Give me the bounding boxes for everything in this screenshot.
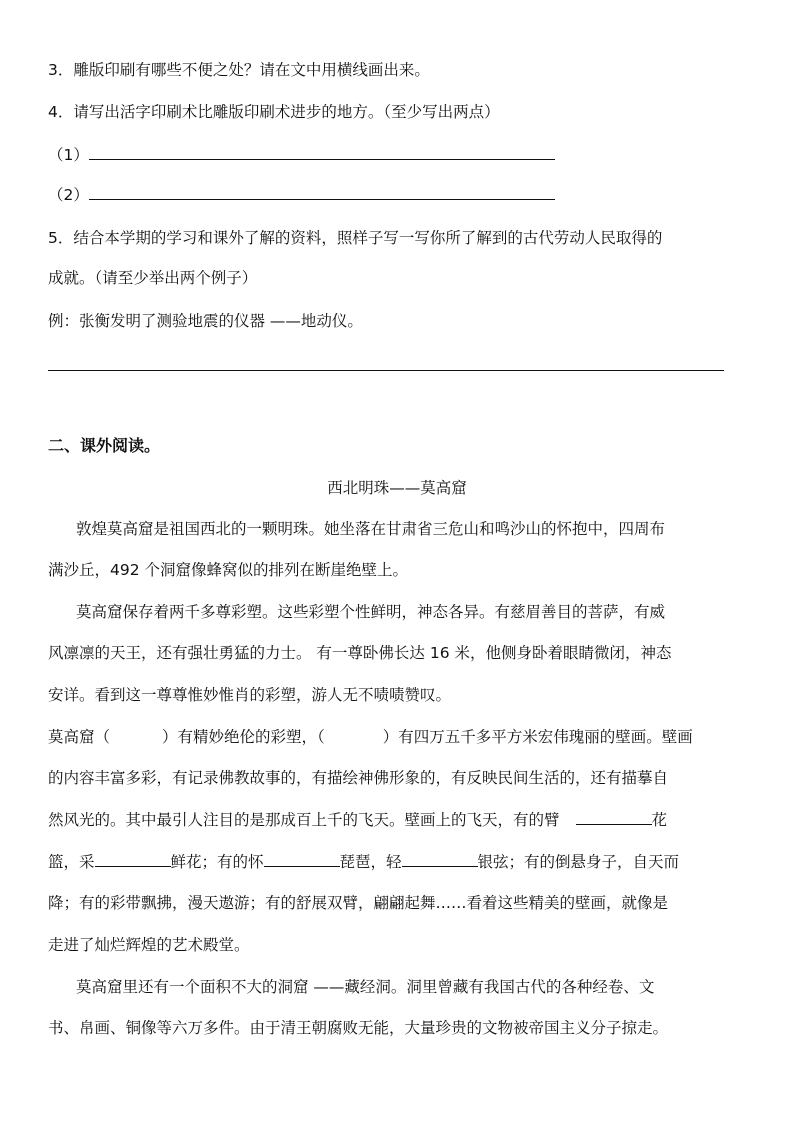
answer-label-2: （2）	[48, 186, 89, 204]
text-segment: ）有精妙绝伦的彩塑，（	[162, 728, 325, 746]
answer-line-1	[48, 145, 555, 165]
article-title: 西北明珠——莫高窟	[327, 479, 467, 497]
paragraph-4-line-1: 莫高窟里还有一个面积不大的洞窟 ——藏经洞。洞里曾藏有我国古代的各种经卷、文	[76, 978, 655, 996]
text-segment: ）有四万五千多平方米宏伟瑰丽的壁画。壁画	[382, 728, 693, 746]
text-segment: 莫高窟（	[48, 728, 111, 746]
answer-blank-2[interactable]	[89, 185, 555, 200]
paragraph-3-line-3	[48, 810, 667, 830]
fill-in-blank-2[interactable]	[95, 852, 171, 867]
section-heading: 二、课外阅读。	[48, 436, 161, 455]
question-3: 3．雕版印刷有哪些不便之处？请在文中用横线画出来。	[48, 61, 430, 79]
answer-rule[interactable]	[48, 370, 724, 371]
paragraph-2-line-3: 安详。看到这一尊尊惟妙惟肖的彩塑，游人无不啧啧赞叹。	[48, 686, 452, 704]
paragraph-2-line-1: 莫高窟保存着两千多尊彩塑。这些彩塑个性鲜明，神态各异。有慈眉善目的菩萨，有威	[76, 603, 666, 621]
paragraph-3-line-4	[48, 852, 679, 872]
paragraph-3-line-6: 走进了灿烂辉煌的艺术殿堂。	[48, 936, 250, 954]
question-5-line-1: 5．结合本学期的学习和课外了解的资料，照样子写一写你所了解到的古代劳动人民取得的	[48, 229, 663, 247]
fill-in-blank-4[interactable]	[402, 852, 478, 867]
question-5-line-2: 成就。（请至少举出两个例子）	[48, 269, 258, 287]
text-segment: 篮，采	[48, 853, 95, 871]
answer-blank-1[interactable]	[89, 145, 555, 160]
answer-line-2	[48, 185, 555, 205]
paragraph-3-line-5: 降；有的彩带飘拂，漫天遨游；有的舒展双臂，翩翩起舞……看着这些精美的壁画，就像是	[48, 894, 669, 912]
paragraph-1-line-1: 敦煌莫高窟是祖国西北的一颗明珠。她坐落在甘肃省三危山和鸣沙山的怀抱中，四周布	[76, 520, 666, 538]
text-segment: 琵琶，轻	[339, 853, 402, 871]
text-segment: 然风光的。其中最引人注目的是那成百上千的飞天。壁画上的飞天，有的臂	[48, 811, 560, 829]
text-segment: 银弦；有的倒悬身子，自天而	[477, 853, 680, 871]
paragraph-3-line-1	[48, 727, 693, 747]
example-line: 例：张衡发明了测验地震的仪器 ——地动仪。	[48, 312, 363, 330]
text-segment: 鲜花；有的怀	[170, 853, 264, 871]
paragraph-1-line-2: 满沙丘，492 个洞窟像蜂窝似的排列在断崖绝壁上。	[48, 561, 409, 579]
paragraph-4-line-2: 书、帛画、铜像等六万多件。由于清王朝腐败无能，大量珍贵的文物被帝国主义分子掠走。	[48, 1019, 669, 1037]
fill-in-blank-3[interactable]	[264, 852, 340, 867]
paragraph-3-line-2: 的内容丰富多彩，有记录佛教故事的，有描绘神佛形象的，有反映民间生活的，还有描摹自	[48, 769, 669, 787]
answer-label-1: （1）	[48, 146, 89, 164]
text-segment: 花	[651, 811, 668, 829]
paragraph-2-line-2: 风凛凛的天王，还有强壮勇猛的力士。 有一尊卧佛长达 16 米，他侧身卧着眼睛微闭，神态	[48, 644, 672, 662]
fill-in-blank-1[interactable]	[576, 810, 652, 825]
question-4: 4．请写出活字印刷术比雕版印刷术进步的地方。（至少写出两点）	[48, 103, 500, 121]
